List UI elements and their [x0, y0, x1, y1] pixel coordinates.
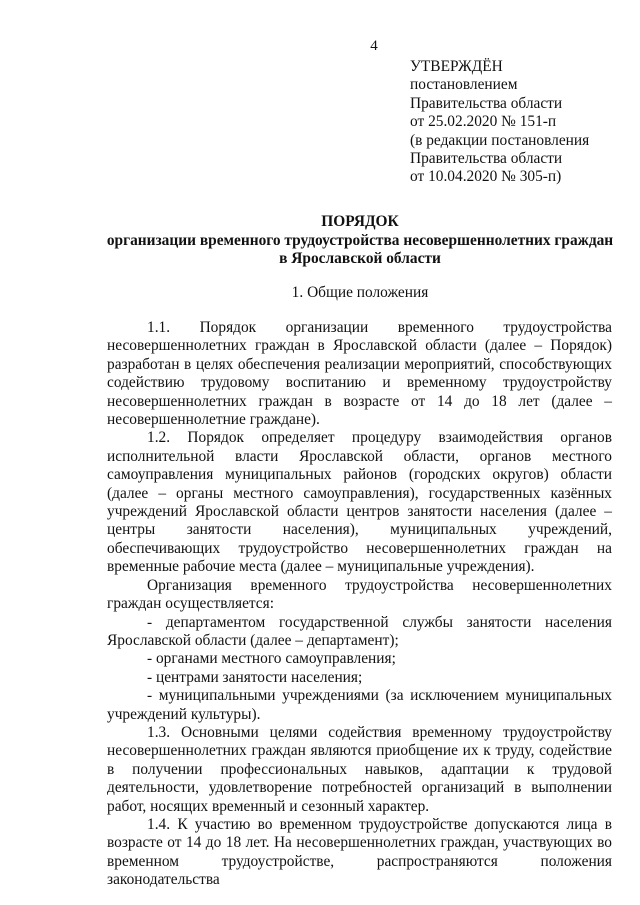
- paragraph-1-2: 1.2. Порядок определяет процедуру взаимодействия органов исполнительной власти Ярославской области, органов местного самоуправления муниципальных районов (городских округов) области (далее – органы местного самоуправления), государственных казённых учреждений Ярославской области центров занятости населения (далее – центры занятости населения), муниципальных учреждений, обеспечивающих трудоустройство несовершеннолетних граждан на временные рабочие места (далее – муниципальные учреждения).: [107, 429, 612, 576]
- list-item: - органами местного самоуправления;: [147, 650, 396, 668]
- title-line-1: ПОРЯДОК: [321, 213, 399, 230]
- paragraph-1-3: 1.3. Основными целями содействия временному трудоустройству несовершеннолетних граждан являются приобщение их к труду, содействие в получении профессиональных навыков, адаптации к трудовой деятельности, удовлетворение потребностей организаций в выполнении работ, носящих временный и сезонный характер.: [107, 723, 612, 815]
- approval-line: от 25.02.2020 № 151-п: [410, 113, 557, 131]
- list-item: - центрами занятости населения;: [147, 668, 363, 686]
- approval-stamp: [410, 58, 635, 187]
- list-item: - муниципальными учреждениями (за исключением муниципальных учреждений культуры).: [107, 687, 612, 723]
- document-title: [100, 213, 620, 269]
- title-line-2: организации временного трудоустройства несовершеннолетних граждан: [106, 231, 614, 249]
- approval-line: постановлением: [410, 76, 518, 94]
- document-body: [107, 319, 612, 890]
- approval-line: УТВЕРЖДЁН: [410, 58, 503, 75]
- approval-line: Правительства области: [410, 150, 563, 168]
- approval-line: Правительства области: [410, 94, 563, 112]
- approval-line: (в редакции постановления: [410, 131, 590, 149]
- section-heading: 1. Общие положения: [291, 284, 429, 301]
- paragraph-1-4: 1.4. К участию во временном трудоустройстве допускаются лица в возрасте от 14 до 18 лет. На несовершеннолетних граждан, участвующих во временном трудоустройстве, распространяются положения законодательства: [107, 815, 612, 889]
- page-number: 4: [370, 38, 378, 54]
- title-line-3: в Ярославской области: [279, 250, 441, 268]
- approval-line: от 10.04.2020 № 305-п): [410, 168, 562, 186]
- paragraph-organization: Организация временного трудоустройства несовершеннолетних граждан осуществляется:: [107, 576, 612, 613]
- list-item: - департаментом государственной службы занятости населения Ярославской области (далее – департамент);: [107, 613, 612, 649]
- paragraph-1-1: 1.1. Порядок организации временного трудоустройства несовершеннолетних граждан в Ярославской области (далее – Порядок) разработан в целях обеспечения реализации мероприятий, способствующих содействию трудовому воспитанию и временному трудоустройству несовершеннолетних граждан в возрасте от 14 до 18 лет (далее – несовершеннолетние граждане).: [107, 319, 612, 429]
